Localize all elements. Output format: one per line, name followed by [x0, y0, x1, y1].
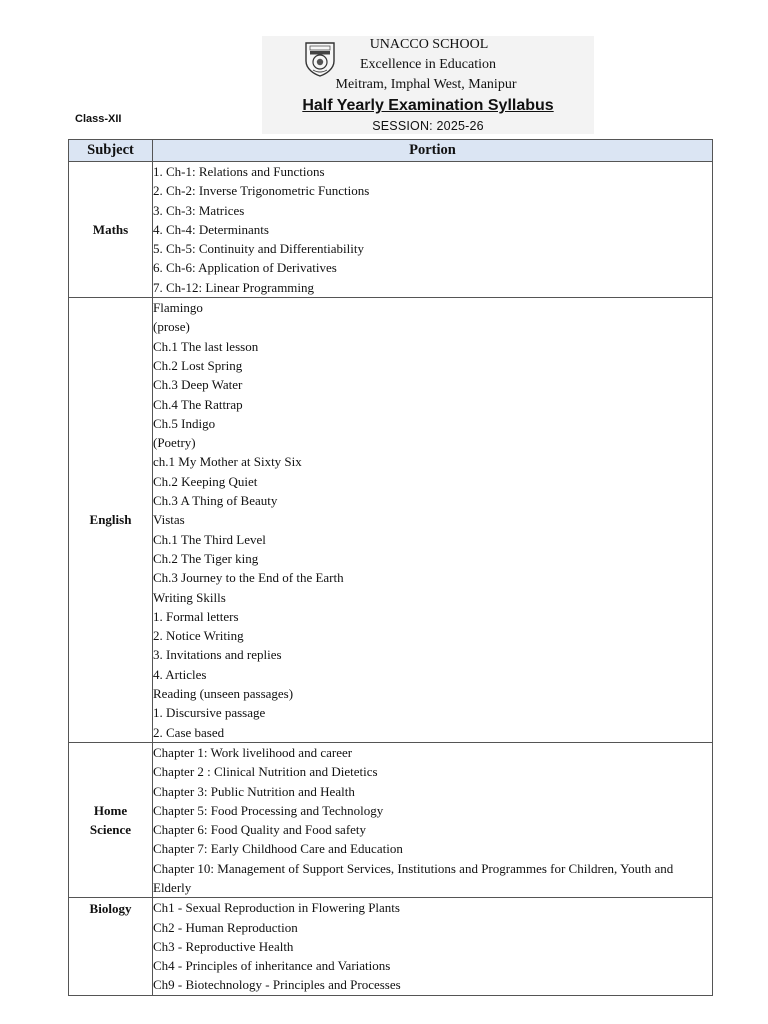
portion-line: Ch.4 The Rattrap	[153, 396, 243, 412]
table-row	[69, 298, 713, 743]
portion-column-header: Portion	[153, 140, 713, 162]
portion-line: Chapter 5: Food Processing and Technology	[153, 802, 384, 818]
portion-line: 5. Ch-5: Continuity and Differentiability	[153, 241, 364, 257]
portion-line: ch.1 My Mother at Sixty Six	[153, 454, 302, 470]
portion-line: 2. Ch-2: Inverse Trigonometric Functions	[153, 183, 370, 199]
subject-cell-home-science	[69, 742, 153, 897]
portion-line: Ch.3 Deep Water	[153, 377, 243, 393]
portion-cell-biology	[153, 898, 713, 995]
portion-line: Chapter 7: Early Childhood Care and Education	[153, 841, 403, 857]
portion-line: Flamingo	[153, 300, 203, 316]
subject-cell-english: English	[69, 298, 153, 743]
portion-line: Ch9 - Biotechnology - Principles and Processes	[153, 977, 401, 993]
school-address: Meitram, Imphal West, Manipur	[335, 77, 517, 92]
table-row	[69, 162, 713, 298]
school-motto: Excellence in Education	[359, 57, 497, 72]
portion-cell-home-science	[153, 742, 713, 897]
portion-line: Ch1 - Sexual Reproduction in Flowering Plants	[153, 900, 400, 916]
portion-line: 2. Notice Writing	[153, 628, 244, 644]
exam-title: Half Yearly Examination Syllabus	[302, 97, 554, 114]
portion-line: Ch3 - Reproductive Health	[153, 938, 294, 954]
portion-line: Chapter 2 : Clinical Nutrition and Dietetics	[153, 764, 378, 780]
portion-line: 4. Ch-4: Determinants	[153, 221, 269, 237]
class-label: Class-XII	[75, 113, 122, 125]
portion-line: 1. Formal letters	[153, 608, 239, 624]
portion-line: Ch4 - Principles of inheritance and Variations	[153, 958, 391, 974]
portion-line: Ch.1 The last lesson	[153, 338, 259, 354]
portion-line: 4. Articles	[153, 666, 207, 682]
subject-cell-maths: Maths	[69, 162, 153, 298]
subject-cell-biology: Biology	[69, 898, 153, 995]
table-row	[69, 742, 713, 897]
portion-line: (prose)	[153, 319, 190, 335]
table-header-row	[69, 140, 713, 162]
subject-label-line: Science	[89, 822, 132, 838]
session-label: SESSION: 2025-26	[372, 119, 484, 133]
portion-line: Chapter 1: Work livelihood and career	[153, 744, 353, 760]
portion-line: 3. Invitations and replies	[153, 647, 282, 663]
portion-line: Ch.5 Indigo	[153, 415, 216, 431]
portion-cell-maths	[153, 162, 713, 298]
portion-line: Ch.2 Keeping Quiet	[153, 473, 258, 489]
portion-line: Ch.3 Journey to the End of the Earth	[153, 570, 344, 586]
portion-line: Vistas	[153, 512, 185, 528]
portion-line: 2. Case based	[153, 724, 225, 740]
portion-line: Ch.1 The Third Level	[153, 531, 266, 547]
portion-line: Ch2 - Human Reproduction	[153, 919, 298, 935]
portion-line: Ch.3 A Thing of Beauty	[153, 493, 278, 509]
portion-line: Ch.2 Lost Spring	[153, 357, 243, 373]
portion-line: Chapter 6: Food Quality and Food safety	[153, 822, 367, 838]
portion-line: Ch.2 The Tiger king	[153, 550, 259, 566]
school-name: UNACCO SCHOOL	[369, 37, 489, 52]
portion-line: 3. Ch-3: Matrices	[153, 202, 245, 218]
subject-label-line: Home	[93, 802, 128, 818]
portion-line: 6. Ch-6: Application of Derivatives	[153, 260, 337, 276]
portion-cell-english	[153, 298, 713, 743]
portion-line: Chapter 3: Public Nutrition and Health	[153, 783, 355, 799]
portion-line: 1. Ch-1: Relations and Functions	[153, 164, 325, 179]
syllabus-table	[68, 139, 713, 996]
portion-line: (Poetry)	[153, 435, 196, 451]
subject-column-header: Subject	[69, 140, 153, 162]
portion-line: Reading (unseen passages)	[153, 686, 294, 702]
portion-line: Chapter 10: Management of Support Services, Institutions and Programmes for Children, Youth and Elderly	[153, 860, 674, 895]
portion-line: Writing Skills	[153, 589, 226, 605]
table-row	[69, 898, 713, 995]
portion-line: 1. Discursive passage	[153, 705, 266, 721]
portion-line: 7. Ch-12: Linear Programming	[153, 279, 315, 295]
